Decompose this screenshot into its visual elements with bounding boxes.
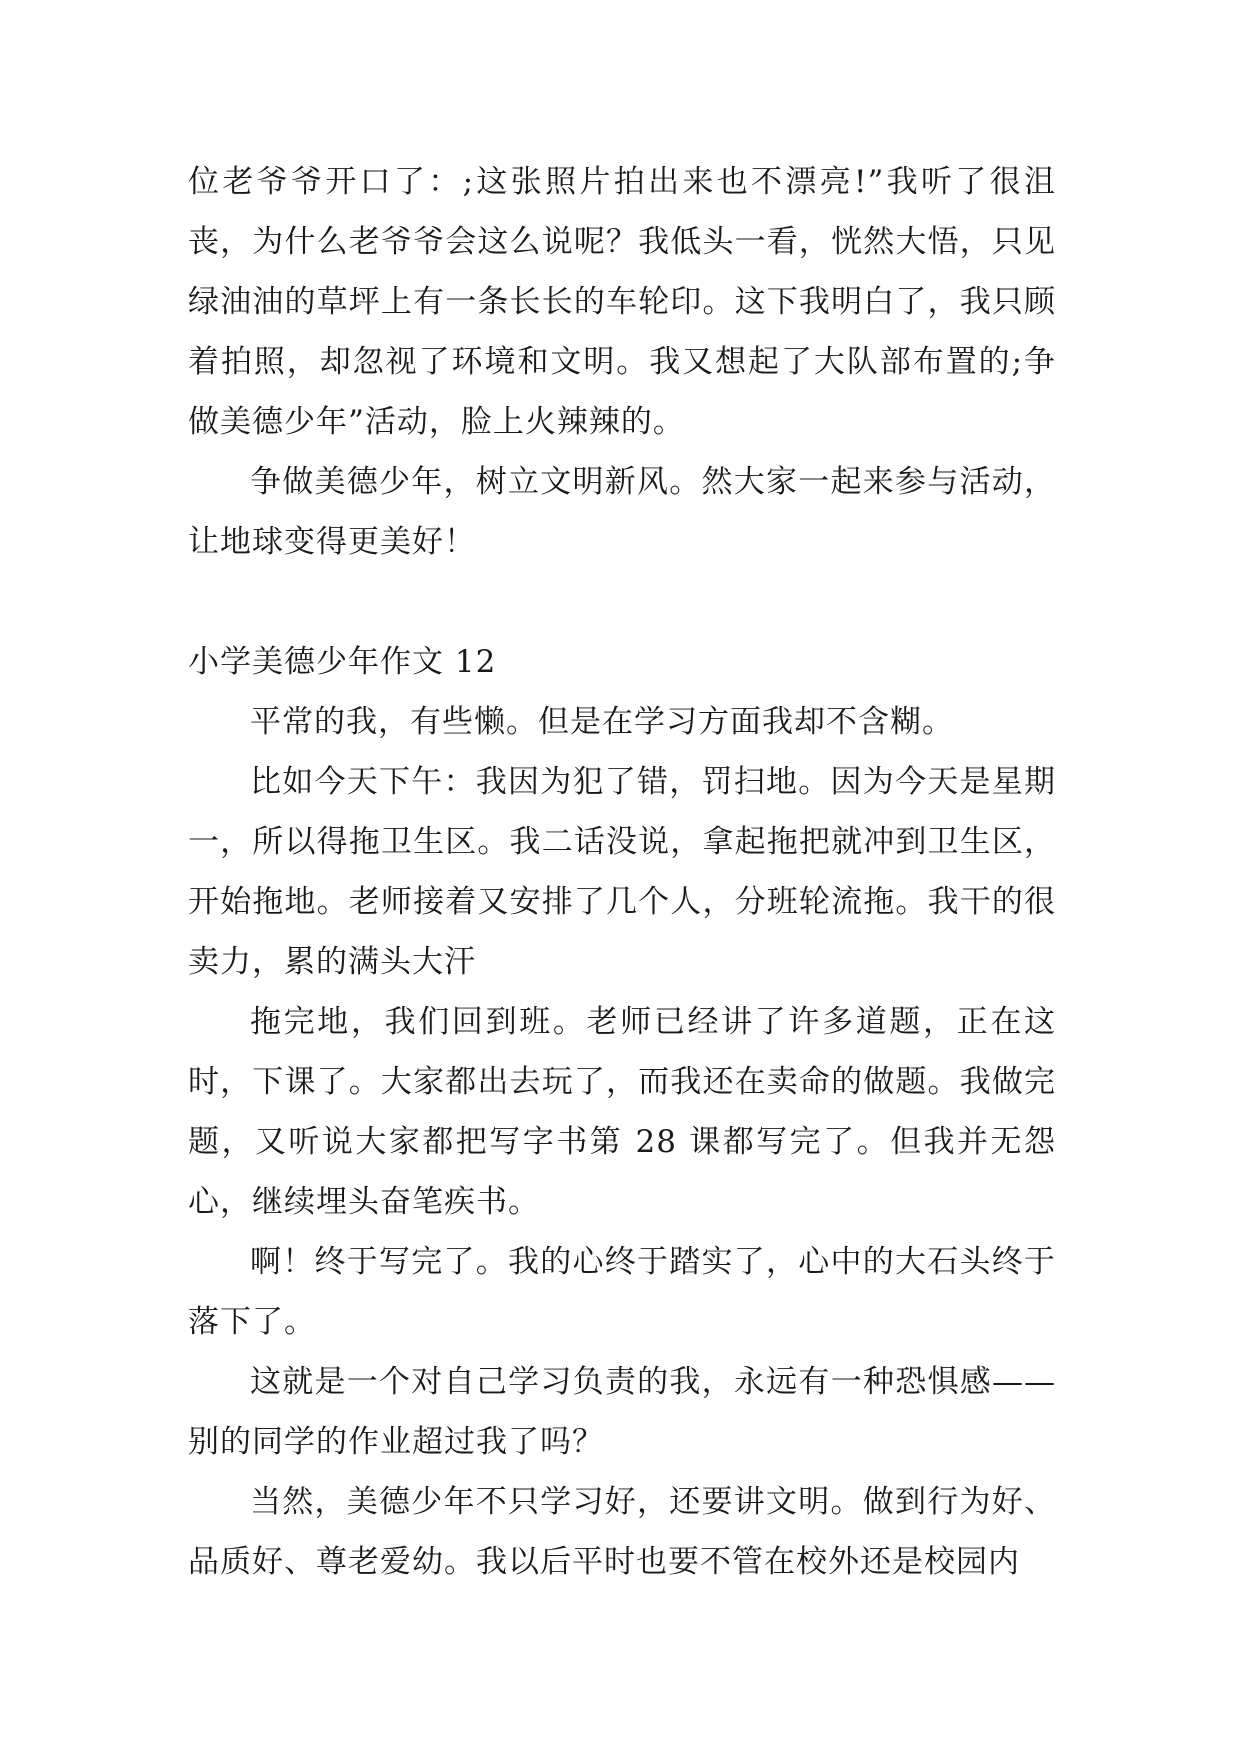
paragraph: 当然，美德少年不只学习好，还要讲文明。做到行为好、品质好、尊老爱幼。我以后平时也要不管在校外还是校园内 bbox=[188, 1484, 1056, 1580]
document-page bbox=[188, 152, 1056, 1592]
section-heading: 小学美德少年作文 12 bbox=[188, 644, 497, 680]
paragraph: 啊！终于写完了。我的心终于踏实了，心中的大石头终于落下了。 bbox=[188, 1244, 1056, 1340]
paragraph: 比如今天下午：我因为犯了错，罚扫地。因为今天是星期一，所以得拖卫生区。我二话没说，拿起拖把就冲到卫生区，开始拖地。老师接着又安排了几个人，分班轮流拖。我干的很卖力，累的满头大汗 bbox=[188, 764, 1056, 980]
paragraph: 争做美德少年，树立文明新风。然大家一起来参与活动，让地球变得更美好！ bbox=[188, 464, 1056, 560]
paragraph: 平常的我，有些懒。但是在学习方面我却不含糊。 bbox=[250, 704, 954, 740]
paragraph: 位老爷爷开口了：;这张照片拍出来也不漂亮!”我听了很沮丧，为什么老爷爷会这么说呢？我低头一看，恍然大悟，只见绿油油的草坪上有一条长长的车轮印。这下我明白了，我只顾着拍照，却忽视了环境和文明。我又想起了大队部布置的;争做美德少年”活动，脸上火辣辣的。 bbox=[188, 164, 1056, 440]
paragraph: 这就是一个对自己学习负责的我，永远有一种恐惧感——别的同学的作业超过我了吗？ bbox=[188, 1364, 1056, 1460]
paragraph: 拖完地，我们回到班。老师已经讲了许多道题，正在这时，下课了。大家都出去玩了，而我还在卖命的做题。我做完题，又听说大家都把写字书第 28 课都写完了。但我并无怨心，继续埋头奋笔疾书。 bbox=[188, 1004, 1056, 1220]
section-spacer bbox=[188, 572, 1056, 632]
